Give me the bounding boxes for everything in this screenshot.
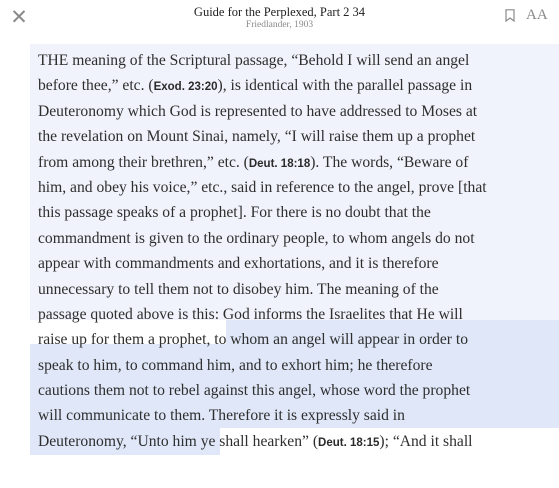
text-segment: THE meaning of the Scriptural passage, “Behold I will send an angel: [38, 52, 470, 69]
text-line: [38, 429, 559, 454]
text-segment: ). The words, “Beware of: [310, 153, 469, 171]
text-segment: commandment is given to the ordinary people, to whom angels do not: [38, 229, 475, 247]
text-segment: the revelation on Mount Sinai, namely, “I will raise them up a prophet: [38, 128, 476, 146]
text-line: [38, 48, 559, 73]
scripture-reference[interactable]: Exod. 23:20: [153, 81, 218, 94]
reader-header: [0, 0, 559, 44]
text-segment: will communicate to them. Therefore it is expressly said in: [38, 407, 405, 425]
text-segment: appear with commandments and exhortations, and it is therefore: [38, 255, 439, 273]
text-line: [38, 327, 559, 352]
text-line: [38, 251, 559, 276]
text-line: [38, 403, 559, 428]
text-segment: cautions them not to rebel against this angel, whose word the prophet: [38, 382, 471, 400]
reader-content: [0, 44, 559, 488]
book-title: Guide for the Perplexed, Part 2 34: [193, 5, 366, 19]
text-segment: ), is identical with the parallel passage in: [217, 77, 473, 95]
text-line: [38, 353, 559, 378]
text-line: [38, 302, 559, 327]
text-line: [38, 200, 559, 225]
text-line: [38, 124, 559, 149]
title-block: [0, 5, 559, 31]
text-segment: speak to him, to command him, and to exhort him; he therefore: [38, 356, 433, 374]
text-segment: from among their brethren,” etc. (: [38, 153, 249, 171]
text-line: [38, 277, 559, 302]
book-subtitle: Friedlander, 1903: [245, 20, 314, 30]
scripture-reference[interactable]: Deut. 18:18: [248, 157, 311, 170]
text-segment: Deuteronomy, “Unto him ye shall hearken” (: [38, 432, 319, 450]
text-segment: Deuteronomy which God is represented to have addressed to Moses at: [38, 102, 478, 120]
text-segment: raise up for them a prophet, to whom an angel will appear in order to: [38, 331, 468, 349]
passage-text[interactable]: [38, 48, 559, 454]
scripture-reference[interactable]: Deut. 18:15: [318, 436, 380, 449]
text-segment: this passage speaks of a prophet]. For there is no doubt that the: [38, 204, 431, 222]
close-icon[interactable]: ✕: [10, 5, 28, 29]
bookmark-icon[interactable]: [505, 9, 515, 22]
text-line: [38, 175, 559, 200]
text-line: [38, 99, 559, 124]
text-line: [38, 226, 559, 251]
font-size-icon[interactable]: AA: [526, 7, 548, 23]
text-line: [38, 150, 559, 175]
text-segment: ); “And it shall: [379, 432, 473, 450]
text-segment: before thee,” etc. (: [38, 77, 154, 95]
text-line: [38, 378, 559, 403]
text-segment: unnecessary to tell them not to disobey him. The meaning of the: [38, 280, 439, 298]
text-segment: passage quoted above is this: God informs the Israelites that He will: [38, 305, 463, 323]
text-segment: him, and obey his voice,” etc., said in reference to the angel, prove [that: [38, 178, 487, 196]
text-line: [38, 73, 559, 98]
